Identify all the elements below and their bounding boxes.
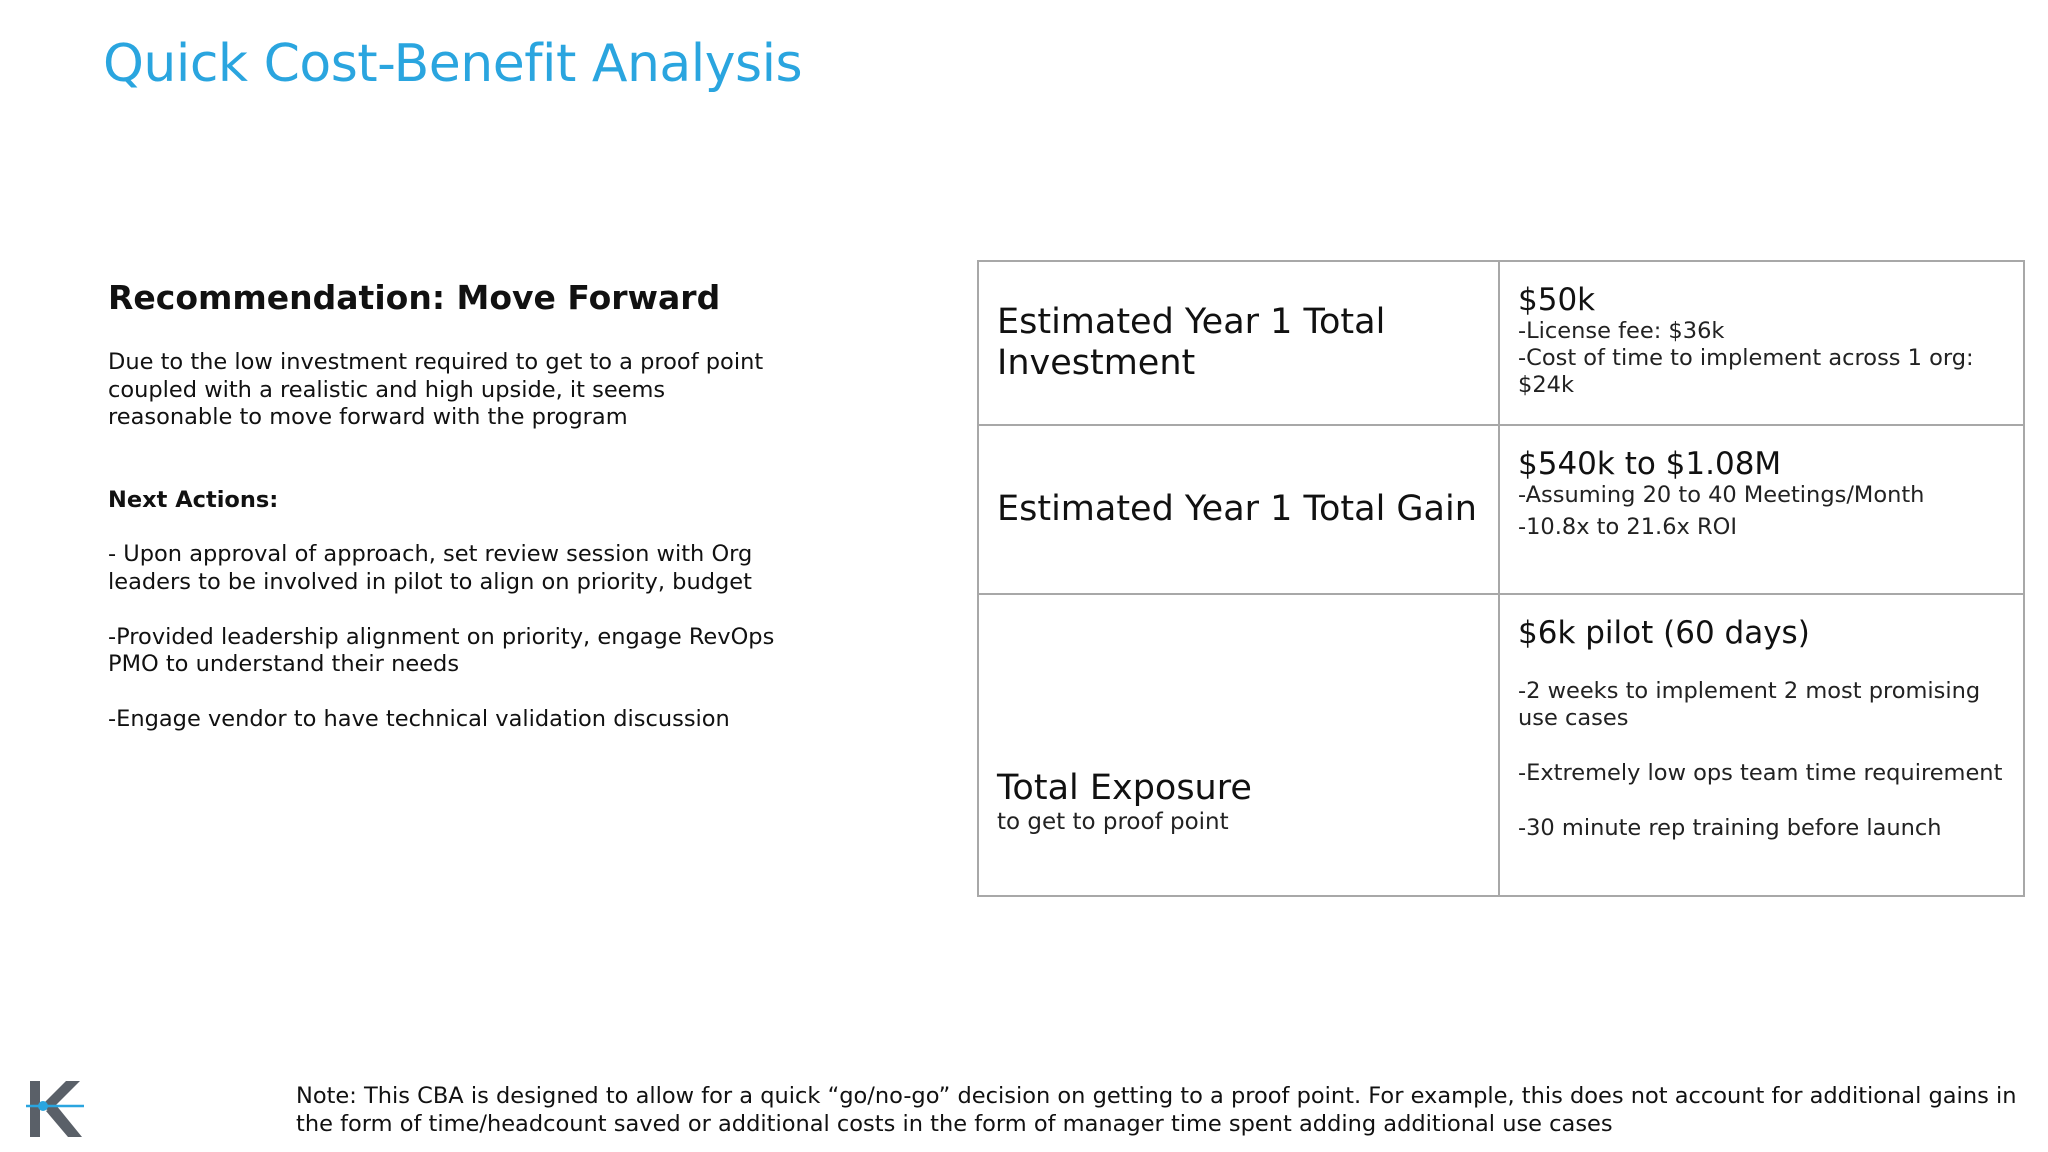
investment-detail: -Cost of time to implement across 1 org: $24k [1518,345,1974,398]
exposure-value: $6k pilot (60 days) [1518,615,1810,651]
table-row-investment [978,261,2024,425]
next-action-item: -Engage vendor to have technical validation discussion [108,706,730,732]
logo-accent-dot [38,1101,48,1111]
recommendation-body: Due to the low investment required to get to a proof point coupled with a realistic and high upside, it seems reasonable to move forward with the program [108,349,764,430]
investment-value: $50k [1518,282,1596,318]
logo-stem [30,1081,40,1137]
page-title: Quick Cost-Benefit Analysis [103,34,803,94]
gain-label: Estimated Year 1 Total Gain [997,489,1477,529]
cost-benefit-table [977,260,2025,897]
recommendation-heading: Recommendation: Move Forward [108,278,721,317]
k-logo-icon [26,1077,84,1139]
gain-detail: -10.8x to 21.6x ROI [1518,514,1737,540]
investment-label-cell [978,261,1499,425]
gain-value-cell [1499,425,2024,594]
next-action-item: - Upon approval of approach, set review session with Org leaders to be involved in pilot to align on priority, budget [108,541,753,595]
exposure-detail: -Extremely low ops team time requirement [1518,760,2003,786]
gain-detail: -Assuming 20 to 40 Meetings/Month [1518,482,1925,508]
exposure-detail: -30 minute rep training before launch [1518,815,1942,841]
recommendation-section [108,278,788,761]
table-row-gain [978,425,2024,594]
exposure-detail: -2 weeks to implement 2 most promising use cases [1518,678,1981,731]
next-action-item: -Provided leadership alignment on priority, engage RevOps PMO to understand their needs [108,623,775,677]
logo-lower-arm [46,1105,82,1137]
exposure-label: Total Exposure [997,767,1252,808]
exposure-value-cell [1499,594,2024,896]
table-row-exposure [978,594,2024,896]
exposure-label-cell [978,594,1499,896]
gain-value: $540k to $1.08M [1518,446,1782,482]
next-actions-heading: Next Actions: [108,486,279,513]
investment-detail: -License fee: $36k [1518,318,1725,344]
investment-value-cell [1499,261,2024,425]
exposure-sublabel: to get to proof point [997,808,1229,835]
investment-label: Estimated Year 1 Total Investment [997,302,1386,383]
gain-label-cell [978,425,1499,594]
footer-note: Note: This CBA is designed to allow for a quick “go/no-go” decision on getting to a proof point. For example, this does not account for additional gains in the form of time/headcount saved or additional costs in the form of manager time spent adding additional use cases [296,1083,2017,1137]
